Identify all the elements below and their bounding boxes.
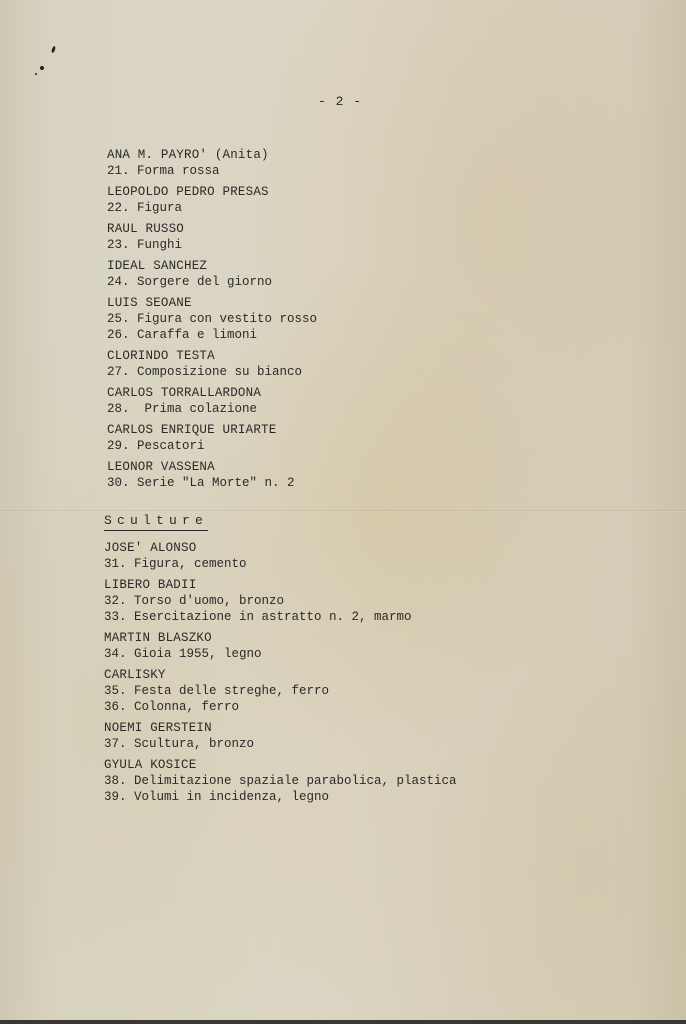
artist-name: ANA M. PAYRO' (Anita) <box>107 148 269 162</box>
artwork-item: 23. Funghi <box>107 238 183 252</box>
artwork-item: 32. Torso d'uomo, bronzo <box>104 594 285 608</box>
ink-speck <box>40 66 44 70</box>
artist-name: RAUL RUSSO <box>107 222 185 236</box>
artist-name: GYULA KOSICE <box>104 758 197 772</box>
catalog-entry <box>107 221 686 253</box>
catalog-entry <box>107 348 686 380</box>
artwork-item: 33. Esercitazione in astratto n. 2, marmo <box>104 610 412 624</box>
artwork-item: 30. Serie "La Morte" n. 2 <box>107 476 295 490</box>
artist-name: CARLOS TORRALLARDONA <box>107 386 262 400</box>
catalog-entry <box>107 295 686 343</box>
artwork-item: 35. Festa delle streghe, ferro <box>104 684 330 698</box>
artist-name: CARLOS ENRIQUE URIARTE <box>107 423 277 437</box>
artwork-item: 24. Sorgere del giorno <box>107 275 273 289</box>
artwork-item: 27. Composizione su bianco <box>107 365 303 379</box>
artist-name: LUIS SEOANE <box>107 296 192 310</box>
artist-name: JOSE' ALONSO <box>104 541 197 555</box>
artwork-item: 22. Figura <box>107 201 183 215</box>
artwork-item: 29. Pescatori <box>107 439 205 453</box>
artwork-item: 25. Figura con vestito rosso <box>107 312 318 326</box>
artwork-item: 26. Caraffa e limoni <box>107 328 258 342</box>
artwork-item: 39. Volumi in incidenza, legno <box>104 790 330 804</box>
painting-list <box>0 147 686 491</box>
ink-speck <box>51 46 56 54</box>
artist-name: CARLISKY <box>104 668 166 682</box>
catalog-entry <box>104 577 686 625</box>
sculpture-list <box>104 540 686 805</box>
artist-name: CLORINDO TESTA <box>107 349 215 363</box>
ink-speck <box>35 73 37 75</box>
document-content <box>0 147 686 810</box>
artwork-item: 37. Scultura, bronzo <box>104 737 255 751</box>
artist-name: LEOPOLDO PEDRO PRESAS <box>107 185 269 199</box>
section-heading-sculture: Sculture <box>104 513 208 531</box>
artwork-item: 34. Gioia 1955, legno <box>104 647 262 661</box>
catalog-entry <box>104 540 686 572</box>
catalog-entry <box>107 258 686 290</box>
catalog-entry <box>104 667 686 715</box>
artist-name: LIBERO BADII <box>104 578 197 592</box>
page-number: - 2 - <box>318 94 363 109</box>
artwork-item: 31. Figura, cemento <box>104 557 247 571</box>
scan-bottom-edge <box>0 1020 686 1024</box>
artwork-item: 28. Prima colazione <box>107 402 258 416</box>
catalog-entry <box>104 720 686 752</box>
catalog-entry <box>107 385 686 417</box>
catalog-entry <box>104 630 686 662</box>
catalog-entry <box>107 422 686 454</box>
catalog-entry <box>107 184 686 216</box>
artist-name: IDEAL SANCHEZ <box>107 259 208 273</box>
artwork-item: 21. Forma rossa <box>107 164 220 178</box>
sculpture-section <box>0 496 686 805</box>
artwork-item: 38. Delimitazione spaziale parabolica, plastica <box>104 774 457 788</box>
artist-name: NOEMI GERSTEIN <box>104 721 212 735</box>
artist-name: LEONOR VASSENA <box>107 460 215 474</box>
catalog-entry <box>104 757 686 805</box>
catalog-entry <box>107 147 686 179</box>
catalog-entry <box>107 459 686 491</box>
artwork-item: 36. Colonna, ferro <box>104 700 240 714</box>
artist-name: MARTIN BLASZKO <box>104 631 212 645</box>
